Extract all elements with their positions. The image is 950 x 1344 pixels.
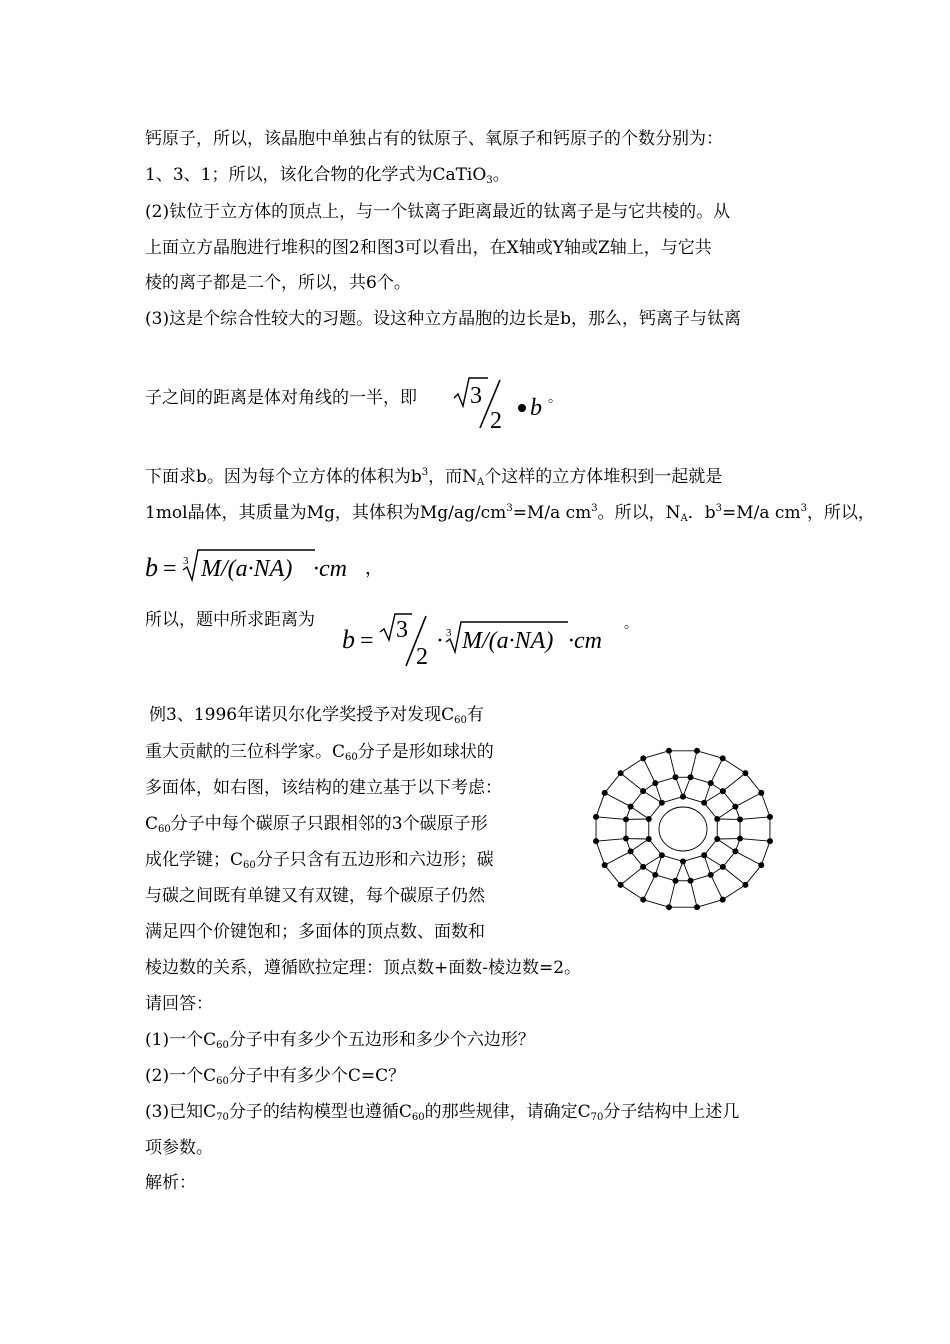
c60-bond — [655, 855, 662, 875]
c60-atom — [701, 800, 707, 806]
c60-bond — [704, 855, 723, 867]
c60-atom — [688, 878, 694, 884]
c60-atom — [694, 904, 700, 910]
c60-atom — [640, 788, 646, 794]
c60-atom — [640, 755, 646, 761]
c60-atom — [602, 862, 608, 868]
c60-bond — [675, 861, 683, 880]
c60-atom — [701, 852, 707, 858]
question-intro: 请回答： — [145, 994, 213, 1014]
c60-atom — [672, 878, 678, 884]
text-line-6: (3)这是个综合性较大的习题。设这种立方晶胞的边长是b，那么，钙离子与钛离 — [145, 309, 741, 329]
c60-bond — [704, 855, 711, 875]
text-line-7: 子之间的距离是体对角线的一半，即 — [145, 388, 417, 408]
c60-bond — [655, 783, 662, 803]
c60-atom — [694, 748, 700, 754]
formula-1-denominator: 2 — [490, 408, 502, 434]
c60-atom — [708, 780, 714, 786]
text-line-4: 上面立方晶胞进行堆积的图2和图3可以看出，在X轴或Y轴或Z轴上，与它共 — [145, 238, 712, 258]
c60-bond — [669, 751, 676, 777]
c60-bond — [643, 875, 655, 900]
c60-atom — [737, 836, 743, 842]
c60-bond — [704, 839, 717, 855]
svg-text:·cm: ·cm — [313, 556, 347, 582]
c60-atom — [680, 858, 686, 864]
c60-inner-ring — [659, 807, 707, 851]
svg-text:3: 3 — [183, 555, 189, 567]
c60-atom — [640, 897, 646, 903]
c60-bond — [761, 841, 770, 865]
question-2: (2)一个$C_{60}$分子中有多少个C=C？ — [145, 1066, 406, 1087]
c60-atom — [732, 804, 738, 810]
formula-required-distance — [340, 610, 640, 674]
example-line-5: 成化学键；$C_{60}$分子只含有五边形和六边形；碳 — [145, 850, 494, 871]
formula-edge-length — [143, 544, 383, 592]
c60-atom — [593, 814, 599, 820]
c60-atom — [767, 814, 773, 820]
c60-atom — [623, 816, 629, 822]
c60-bond — [621, 758, 644, 773]
c60-bond — [691, 751, 698, 777]
c60-bond — [735, 851, 761, 865]
c60-atom — [623, 836, 629, 842]
c60-diagram — [578, 738, 788, 920]
c60-bond — [697, 900, 723, 908]
c60-bond — [643, 751, 669, 759]
c60-bond — [649, 803, 662, 819]
example-line-1: 例3、1996年诺贝尔化学奖授予对发现$C_{60}$有 — [149, 705, 484, 726]
c60-bond — [704, 783, 711, 803]
svg-text:，: ， — [365, 558, 383, 578]
c60-bond — [740, 817, 770, 820]
c60-bond — [596, 839, 626, 842]
c60-bond — [631, 807, 649, 819]
c60-bond — [691, 875, 711, 881]
text-line-3: (2)钛位于立方体的顶点上，与一个钛离子距离最近的钛离子是与它共棱的。从 — [145, 202, 731, 222]
formula-1-numerator: 3 — [470, 383, 482, 409]
c60-atom — [714, 836, 720, 842]
c60-bond — [669, 881, 676, 907]
svg-text:。: 。 — [624, 617, 638, 632]
c60-bond — [643, 791, 662, 803]
c60-bond — [683, 797, 704, 803]
svg-text:。: 。 — [548, 391, 562, 406]
c60-bond — [704, 791, 723, 803]
c60-bond — [621, 773, 644, 791]
c60-atom — [688, 774, 694, 780]
c60-bond — [745, 865, 761, 885]
c60-atom — [666, 748, 672, 754]
question-3: (3)已知$C_{70}$分子的结构模型也遵循$C_{60}$的那些规律，请确定$C_{70}$分子结构中上述几 — [145, 1102, 740, 1123]
c60-atom — [720, 755, 726, 761]
c60-bond — [735, 793, 761, 807]
svg-text:M/(a·NA): M/(a·NA) — [201, 556, 293, 582]
svg-text:b: b — [342, 625, 355, 654]
c60-bond — [711, 758, 723, 783]
c60-atom — [767, 838, 773, 844]
c60-atom — [742, 882, 748, 888]
svg-text:3: 3 — [446, 627, 452, 639]
c60-bond — [649, 839, 662, 855]
c60-atom — [708, 872, 714, 878]
c60-bond — [683, 777, 691, 796]
c60-bond — [717, 839, 735, 851]
c60-atom — [659, 800, 665, 806]
c60-atom — [737, 816, 743, 822]
c60-bond — [723, 758, 746, 773]
formula-1-variable: b — [530, 395, 542, 421]
c60-atom — [680, 794, 686, 800]
c60-bond — [596, 817, 626, 820]
c60-bond — [723, 885, 746, 900]
c60-atom — [720, 864, 726, 870]
c60-atom — [666, 904, 672, 910]
text-line-1: 钙原子，所以，该晶胞中单独占有的钛原子、氧原子和钙原子的个数分别为： — [145, 129, 723, 149]
c60-bond — [605, 773, 621, 793]
c60-atom — [672, 774, 678, 780]
text-line-5: 棱的离子都是二个，所以，共6个。 — [145, 273, 411, 293]
c60-atom — [646, 816, 652, 822]
question-1: (1)一个$C_{60}$分子中有多少个五边形和多少个六边形？ — [145, 1030, 535, 1051]
c60-atom — [593, 838, 599, 844]
c60-atom — [628, 804, 634, 810]
svg-text:·: · — [436, 628, 444, 654]
text-line-2: 1、3、1；所以，该化合物的化学式为CaTiO$_3$。 — [145, 165, 510, 186]
svg-text:3: 3 — [396, 617, 408, 643]
c60-atom — [602, 790, 608, 796]
c60-atom — [652, 780, 658, 786]
c60-atom — [659, 852, 665, 858]
c60-bond — [761, 793, 770, 817]
c60-atom — [732, 848, 738, 854]
text-line-9: 1mol晶体，其质量为Mg，其体积为$Mg/ag/cm^3=M/a$ $cm^3$。所以，$N_A$．$b^3=M/a$ $cm^3$，所以， — [145, 503, 875, 524]
c60-bond — [643, 758, 655, 783]
c60-bond — [596, 793, 605, 817]
c60-bond — [675, 777, 683, 796]
example-line-7: 满足四个价键饱和；多面体的顶点数、面数和 — [145, 922, 485, 942]
analysis-heading: 解析： — [145, 1173, 196, 1193]
c60-bond — [691, 881, 698, 907]
c60-bond — [621, 885, 644, 900]
example-line-2: 重大贡献的三位科学家。$C_{60}$分子是形如球状的 — [145, 742, 494, 763]
formula-half-diagonal — [448, 372, 562, 438]
c60-bond — [605, 793, 631, 807]
c60-bond — [723, 773, 746, 791]
c60-bond — [655, 875, 675, 881]
c60-atom — [618, 882, 624, 888]
c60-atom — [628, 848, 634, 854]
c60-bond — [745, 773, 761, 793]
c60-atom — [640, 864, 646, 870]
c60-bond — [621, 867, 644, 885]
c60-atom — [720, 897, 726, 903]
example-line-8: 棱边数的关系，遵循欧拉定理：顶点数+面数-棱边数=2。 — [145, 958, 582, 978]
text-line-8: 下面求b。因为每个立方体的体积为$b^3$，而$N_A$个这样的立方体堆积到一起就是 — [145, 467, 723, 488]
c60-bond — [683, 855, 704, 861]
c60-atom — [646, 836, 652, 842]
c60-bond — [704, 803, 717, 819]
c60-bond — [605, 865, 621, 885]
c60-bond — [723, 867, 746, 885]
c60-bond — [697, 751, 723, 759]
svg-text:2: 2 — [416, 644, 428, 670]
question-3-cont: 项参数。 — [145, 1138, 213, 1158]
example-line-4: $C_{60}$分子中每个碳原子只跟相邻的3个碳原子形 — [145, 814, 488, 835]
c60-bond — [717, 807, 735, 819]
c60-bond — [631, 839, 649, 851]
c60-bond — [655, 777, 675, 783]
c60-bond — [605, 851, 631, 865]
c60-bond — [662, 797, 683, 803]
c60-atom — [742, 770, 748, 776]
c60-bond — [711, 875, 723, 900]
svg-text:=: = — [163, 556, 177, 582]
c60-atom — [618, 770, 624, 776]
c60-atom — [758, 862, 764, 868]
example-line-3: 多面体，如右图，该结构的建立基于以下考虑： — [145, 778, 502, 798]
c60-bond — [662, 855, 683, 861]
c60-molecule-figure — [578, 738, 788, 924]
example-line-6: 与碳之间既有单键又有双键，每个碳原子仍然 — [145, 886, 485, 906]
c60-bond — [596, 841, 605, 865]
svg-text:·cm: ·cm — [568, 628, 602, 654]
svg-text:=: = — [360, 628, 374, 654]
c60-atom — [714, 816, 720, 822]
c60-bond — [643, 855, 662, 867]
c60-bond — [643, 900, 669, 908]
svg-text:M/(a·NA): M/(a·NA) — [462, 628, 554, 654]
c60-bond — [683, 861, 691, 880]
c60-bond — [740, 839, 770, 842]
c60-atom — [758, 790, 764, 796]
c60-atom — [720, 788, 726, 794]
c60-bond — [691, 777, 711, 783]
c60-atom — [652, 872, 658, 878]
svg-text:b: b — [145, 553, 158, 582]
text-line-10: 所以，题中所求距离为 — [145, 610, 315, 630]
